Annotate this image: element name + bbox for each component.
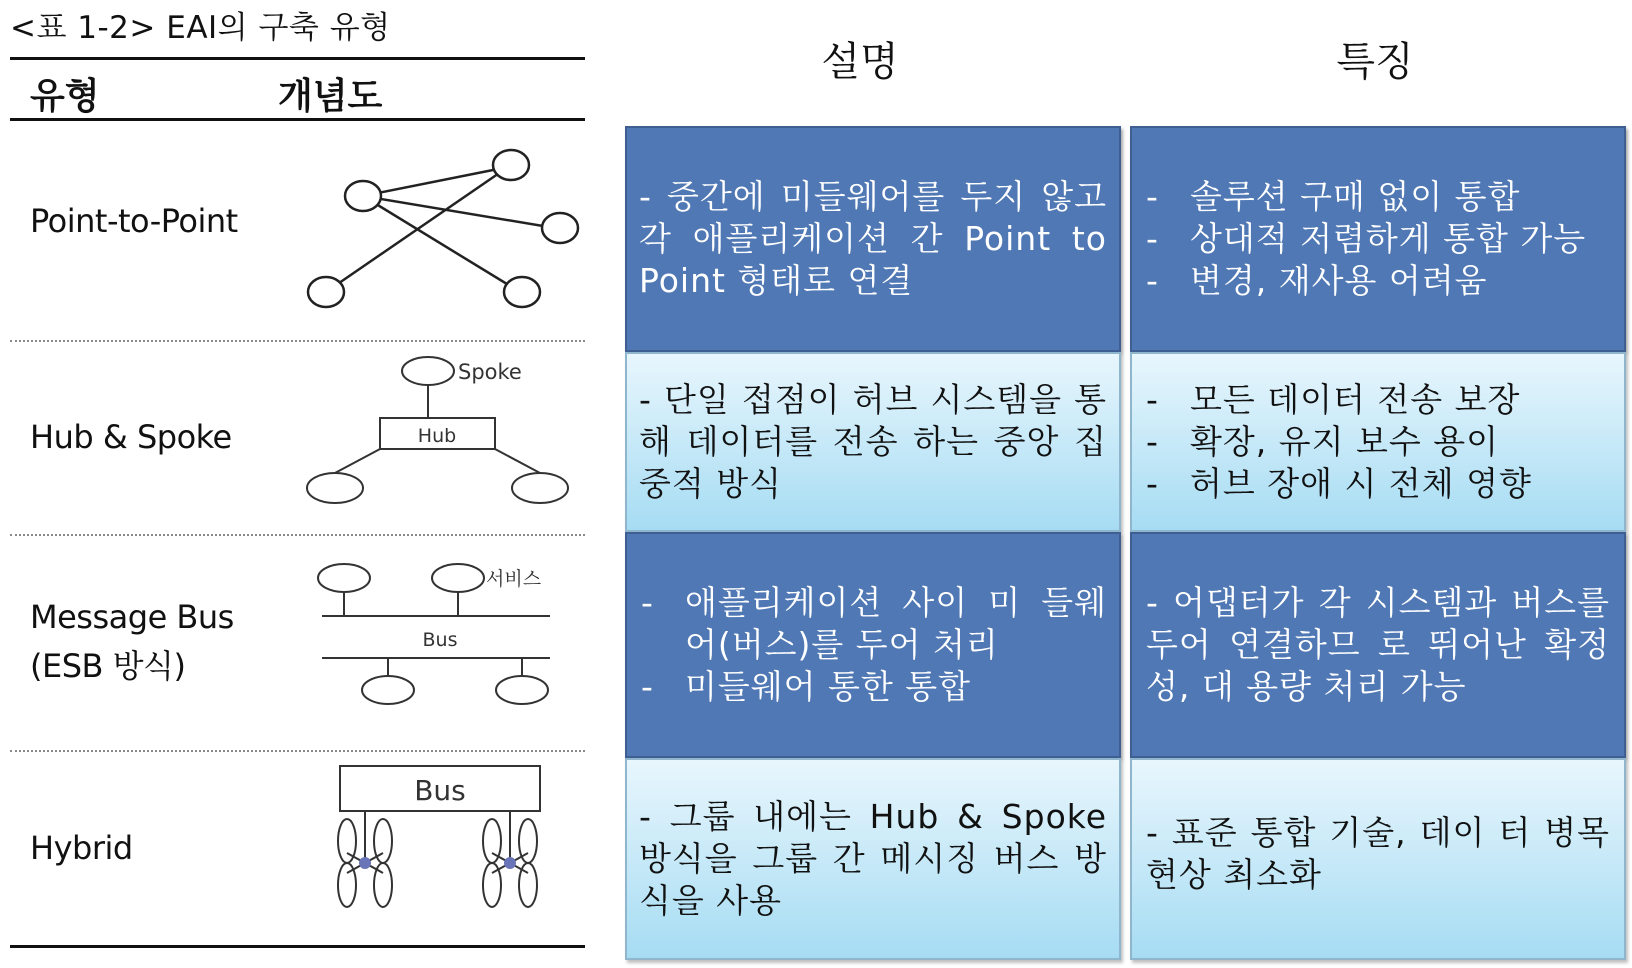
feature-text-3: - 어댑터가 각 시스템과 버스를 두어 연결하므 로 뛰어난 확정성, 대 용량 처리 가능: [1146, 583, 1610, 706]
description-cell-3: [625, 532, 1121, 758]
description-cell-4: [625, 758, 1121, 960]
row-label-hybrid: Hybrid: [30, 829, 133, 867]
hybrid-diagram: [300, 758, 585, 933]
bus-text: Bus: [422, 629, 458, 651]
feature-list-1: [1132, 176, 1612, 302]
header-type: 유형: [30, 76, 100, 117]
message-bus-diagram: [300, 550, 585, 715]
list-item: - 애플리케이션 사이 미 들웨어(버스)를 두어 처리: [627, 582, 1107, 666]
description-list-3: [627, 582, 1107, 708]
header-rule: [10, 118, 585, 121]
feature-cell-2: [1130, 352, 1626, 532]
description-text-1: - 중간에 미들웨어를 두지 않고 각 애플리케이션 간 Point to Point 형태로 연결: [639, 177, 1107, 300]
header-feature: 특징: [1336, 39, 1414, 85]
feature-list-2: [1132, 379, 1612, 505]
row-label-hub-spoke: Hub & Spoke: [30, 418, 232, 456]
row-divider: [10, 750, 585, 752]
list-item: - 변경, 재사용 어려움: [1132, 260, 1612, 302]
hub-text: Hub: [417, 425, 457, 447]
list-item: - 확장, 유지 보수 용이: [1132, 421, 1612, 463]
hybrid-bus-text: Bus: [414, 774, 466, 807]
top-rule: [10, 57, 585, 60]
row-divider: [10, 534, 585, 536]
header-description: 설명: [821, 39, 899, 85]
feature-cell-3: [1130, 532, 1626, 758]
feature-cell-4: [1130, 758, 1626, 960]
row-label-esb: (ESB 방식): [30, 647, 186, 685]
list-item: - 모든 데이터 전송 보장: [1132, 379, 1612, 421]
point-to-point-diagram: [290, 140, 585, 315]
row-label-message-bus: Message Bus: [30, 598, 234, 636]
list-item: - 솔루션 구매 없이 통합: [1132, 176, 1612, 218]
row-divider: [10, 340, 585, 342]
hub-spoke-diagram: [300, 348, 585, 508]
list-item: - 상대적 저렴하게 통합 가능: [1132, 218, 1612, 260]
table-caption: <표 1-2> EAI의 구축 유형: [10, 10, 391, 46]
feature-cell-1: [1130, 126, 1626, 352]
list-item: - 미들웨어 통한 통합: [627, 666, 1107, 708]
header-concept: 개념도: [278, 76, 383, 117]
list-item: - 허브 장애 시 전체 영향: [1132, 463, 1612, 505]
description-cell-1: [625, 126, 1121, 352]
spoke-text: Spoke: [458, 360, 522, 384]
feature-text-4: - 표준 통합 기술, 데이 터 병목 현상 최소화: [1146, 813, 1610, 894]
description-text-2: - 단일 접점이 허브 시스템을 통해 데이터를 전송 하는 중앙 집중적 방식: [639, 380, 1107, 503]
bottom-rule: [10, 945, 585, 948]
service-text: 서비스: [486, 568, 542, 590]
row-label-point-to-point: Point-to-Point: [30, 202, 238, 240]
description-cell-2: [625, 352, 1121, 532]
description-text-4: - 그룹 내에는 Hub & Spoke 방식을 그룹 간 메시징 버스 방식을 사용: [639, 797, 1107, 920]
